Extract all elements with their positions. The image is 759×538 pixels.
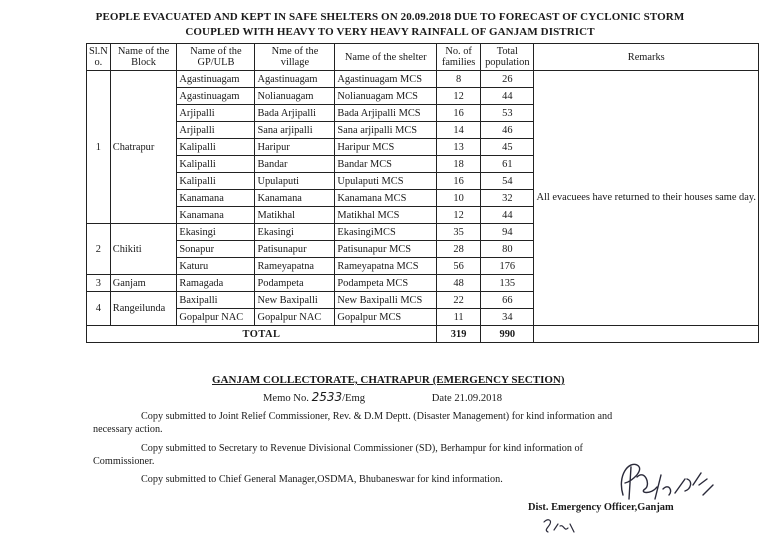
population-cell: 32 bbox=[481, 190, 534, 207]
header-population: Total population bbox=[481, 44, 534, 71]
families-cell: 13 bbox=[437, 139, 481, 156]
total-row bbox=[87, 326, 759, 343]
families-cell: 12 bbox=[437, 207, 481, 224]
copy-paragraph-2-cont bbox=[93, 455, 154, 468]
gp-cell: Agastinuagam bbox=[177, 88, 255, 105]
families-cell: 8 bbox=[437, 71, 481, 88]
header-remarks: Remarks bbox=[534, 44, 759, 71]
gp-cell: Ekasingi bbox=[177, 224, 255, 241]
header-shelter: Name of the shelter bbox=[335, 44, 437, 71]
shelter-cell: Bandar MCS bbox=[335, 156, 437, 173]
gp-cell: Katuru bbox=[177, 258, 255, 275]
memo-number: 2533 bbox=[311, 390, 343, 404]
office-heading: GANJAM COLLECTORATE, CHATRAPUR (EMERGENCY SECTION) bbox=[212, 374, 565, 386]
copy-2-line-2: Commissioner. bbox=[93, 456, 155, 467]
remarks-cell: All evacuees have returned to their houses same day. bbox=[534, 71, 759, 326]
copy-paragraph-2 bbox=[141, 442, 583, 455]
copy-3-line-1: Copy submitted to Chief General Manager,OSDMA, Bhubaneswar for kind information. bbox=[141, 474, 503, 485]
village-cell: Kanamana bbox=[255, 190, 335, 207]
copy-1-line-2: necessary action. bbox=[93, 424, 163, 435]
shelter-cell: Haripur MCS bbox=[335, 139, 437, 156]
shelter-cell: Patisunapur MCS bbox=[335, 241, 437, 258]
gp-cell: Baxipalli bbox=[177, 292, 255, 309]
shelter-cell: New Baxipalli MCS bbox=[335, 292, 437, 309]
shelter-cell: Gopalpur MCS bbox=[335, 309, 437, 326]
families-cell: 10 bbox=[437, 190, 481, 207]
village-cell: Bada Arjipalli bbox=[255, 105, 335, 122]
shelter-cell: Nolianuagam MCS bbox=[335, 88, 437, 105]
table-row bbox=[87, 71, 759, 88]
sl-no-cell: 4 bbox=[87, 292, 111, 326]
population-cell: 46 bbox=[481, 122, 534, 139]
title-line-2: COUPLED WITH HEAVY TO VERY HEAVY RAINFALL OF GANJAM DISTRICT bbox=[185, 26, 595, 38]
header-block: Name of the Block bbox=[110, 44, 177, 71]
families-cell: 18 bbox=[437, 156, 481, 173]
population-cell: 44 bbox=[481, 207, 534, 224]
header-gp-ulb: Name of the GP/ULB bbox=[177, 44, 255, 71]
families-cell: 14 bbox=[437, 122, 481, 139]
gp-cell: Arjipalli bbox=[177, 122, 255, 139]
village-cell: New Baxipalli bbox=[255, 292, 335, 309]
families-cell: 16 bbox=[437, 173, 481, 190]
memo-date: Date 21.09.2018 bbox=[431, 393, 503, 404]
shelter-cell: Matikhal MCS bbox=[335, 207, 437, 224]
village-cell: Nolianuagam bbox=[255, 88, 335, 105]
block-cell: Rangeilunda bbox=[110, 292, 177, 326]
total-label: TOTAL bbox=[87, 326, 437, 343]
memo-suffix: /Emg bbox=[342, 393, 366, 404]
gp-cell: Sonapur bbox=[177, 241, 255, 258]
families-cell: 16 bbox=[437, 105, 481, 122]
population-cell: 44 bbox=[481, 88, 534, 105]
families-cell: 22 bbox=[437, 292, 481, 309]
families-cell: 12 bbox=[437, 88, 481, 105]
families-cell: 11 bbox=[437, 309, 481, 326]
families-cell: 56 bbox=[437, 258, 481, 275]
gp-cell: Gopalpur NAC bbox=[177, 309, 255, 326]
copy-2-line-1: Copy submitted to Secretary to Revenue Divisional Commissioner (SD), Berhampur for kind information of bbox=[141, 443, 583, 454]
shelter-cell: Sana arjipalli MCS bbox=[335, 122, 437, 139]
village-cell: Rameyapatna bbox=[255, 258, 335, 275]
population-cell: 94 bbox=[481, 224, 534, 241]
village-cell: Ekasingi bbox=[255, 224, 335, 241]
memo-line bbox=[263, 390, 502, 404]
signatory-title: Dist. Emergency Officer,Ganjam bbox=[528, 502, 674, 513]
gp-cell: Agastinuagam bbox=[177, 71, 255, 88]
gp-cell: Kalipalli bbox=[177, 156, 255, 173]
village-cell: Podampeta bbox=[255, 275, 335, 292]
block-cell: Ganjam bbox=[110, 275, 177, 292]
gp-cell: Ramagada bbox=[177, 275, 255, 292]
shelter-cell: Upulaputi MCS bbox=[335, 173, 437, 190]
population-cell: 34 bbox=[481, 309, 534, 326]
families-cell: 48 bbox=[437, 275, 481, 292]
gp-cell: Kanamana bbox=[177, 207, 255, 224]
table-header-row bbox=[87, 44, 759, 71]
population-cell: 66 bbox=[481, 292, 534, 309]
block-cell: Chikiti bbox=[110, 224, 177, 275]
handwritten-initial bbox=[540, 516, 580, 536]
copy-1-line-1: Copy submitted to Joint Relief Commissioner, Rev. & D.M Deptt. (Disaster Management) for kind information and bbox=[141, 411, 613, 422]
village-cell: Upulaputi bbox=[255, 173, 335, 190]
village-cell: Sana arjipalli bbox=[255, 122, 335, 139]
village-cell: Matikhal bbox=[255, 207, 335, 224]
shelter-cell: Bada Arjipalli MCS bbox=[335, 105, 437, 122]
village-cell: Gopalpur NAC bbox=[255, 309, 335, 326]
village-cell: Agastinuagam bbox=[255, 71, 335, 88]
copy-paragraph-1-cont bbox=[93, 423, 163, 436]
gp-cell: Arjipalli bbox=[177, 105, 255, 122]
total-families: 319 bbox=[437, 326, 481, 343]
village-cell: Haripur bbox=[255, 139, 335, 156]
title-line-1: PEOPLE EVACUATED AND KEPT IN SAFE SHELTERS ON 20.09.2018 DUE TO FORECAST OF CYCLONIC STORM bbox=[95, 11, 685, 23]
population-cell: 54 bbox=[481, 173, 534, 190]
shelter-cell: EkasingiMCS bbox=[335, 224, 437, 241]
header-village: Nme of the village bbox=[255, 44, 335, 71]
village-cell: Bandar bbox=[255, 156, 335, 173]
families-cell: 28 bbox=[437, 241, 481, 258]
header-families: No. of families bbox=[437, 44, 481, 71]
sl-no-cell: 3 bbox=[87, 275, 111, 292]
evacuation-table bbox=[86, 43, 759, 343]
copy-paragraph-3 bbox=[141, 473, 503, 486]
shelter-cell: Kanamana MCS bbox=[335, 190, 437, 207]
total-population: 990 bbox=[481, 326, 534, 343]
population-cell: 135 bbox=[481, 275, 534, 292]
population-cell: 176 bbox=[481, 258, 534, 275]
memo-prefix: Memo No. bbox=[263, 393, 309, 404]
gp-cell: Kalipalli bbox=[177, 139, 255, 156]
population-cell: 61 bbox=[481, 156, 534, 173]
shelter-cell: Podampeta MCS bbox=[335, 275, 437, 292]
gp-cell: Kanamana bbox=[177, 190, 255, 207]
shelter-cell: Agastinuagam MCS bbox=[335, 71, 437, 88]
document-title bbox=[60, 10, 720, 40]
sl-no-cell: 2 bbox=[87, 224, 111, 275]
population-cell: 45 bbox=[481, 139, 534, 156]
shelter-cell: Rameyapatna MCS bbox=[335, 258, 437, 275]
gp-cell: Kalipalli bbox=[177, 173, 255, 190]
copy-paragraph-1 bbox=[141, 410, 612, 423]
population-cell: 80 bbox=[481, 241, 534, 258]
sl-no-cell: 1 bbox=[87, 71, 111, 224]
block-cell: Chatrapur bbox=[110, 71, 177, 224]
village-cell: Patisunapur bbox=[255, 241, 335, 258]
header-sl-no: Sl.N o. bbox=[87, 44, 111, 71]
families-cell: 35 bbox=[437, 224, 481, 241]
population-cell: 53 bbox=[481, 105, 534, 122]
handwritten-signature bbox=[611, 455, 721, 505]
total-remarks-empty bbox=[534, 326, 759, 343]
population-cell: 26 bbox=[481, 71, 534, 88]
